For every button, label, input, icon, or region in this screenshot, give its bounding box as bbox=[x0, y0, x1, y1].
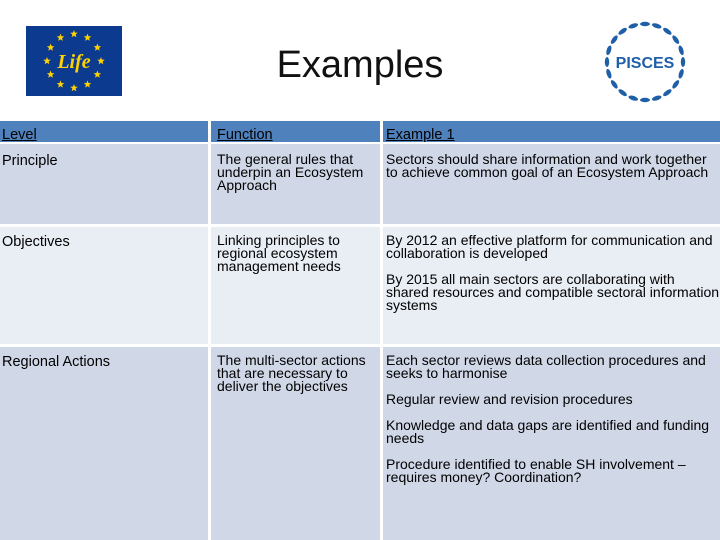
table-row bbox=[0, 144, 720, 224]
fish-icon bbox=[617, 88, 628, 97]
example-item: Knowledge and data gaps are identified and funding needs bbox=[386, 417, 710, 446]
fish-icon bbox=[662, 88, 673, 97]
pisces-logo-text: PISCES bbox=[615, 55, 675, 72]
example-item: By 2015 all main sectors are collaborating with shared resources and compatible sectoral information systems bbox=[386, 271, 720, 313]
level-cell: Regional Actions bbox=[2, 354, 111, 370]
table-row bbox=[0, 347, 720, 540]
page-title: Examples bbox=[276, 44, 444, 86]
level-cell: Objectives bbox=[2, 234, 70, 250]
fish-icon bbox=[617, 27, 628, 36]
example-cell bbox=[383, 347, 720, 540]
table-header-row bbox=[0, 121, 720, 142]
level-cell: Principle bbox=[2, 153, 58, 169]
fish-icon bbox=[640, 22, 650, 26]
life-logo-text: Life bbox=[57, 51, 91, 73]
function-cell: The multi-sector actions that are necessary to deliver the objectives bbox=[211, 347, 383, 540]
fish-icon bbox=[640, 98, 650, 102]
function-cell: Linking principles to regional ecosystem management needs bbox=[211, 227, 383, 344]
examples-table bbox=[0, 121, 720, 540]
table-row bbox=[0, 227, 720, 344]
example-item: Sectors should share information and work together to achieve common goal of an Ecosystem Approach bbox=[386, 151, 709, 180]
header-level: Level bbox=[0, 121, 211, 142]
header-function: Function bbox=[211, 121, 383, 142]
example-cell bbox=[383, 144, 720, 224]
example-item: Procedure identified to enable SH involvement – requires money? Coordination? bbox=[386, 456, 686, 485]
fish-icon bbox=[651, 22, 662, 29]
fish-icon bbox=[628, 22, 639, 29]
example-item: By 2012 an effective platform for communication and collaboration is developed bbox=[386, 232, 713, 261]
function-cell: The general rules that underpin an Ecosystem Approach bbox=[211, 144, 383, 224]
example-item: Each sector reviews data collection procedures and seeks to harmonise bbox=[386, 352, 706, 381]
header-example: Example 1 bbox=[386, 127, 455, 143]
example-item: Regular review and revision procedures bbox=[386, 391, 633, 407]
example-cell bbox=[383, 227, 720, 344]
fish-icon bbox=[628, 95, 639, 102]
fish-icon bbox=[662, 27, 673, 36]
fish-icon bbox=[651, 95, 662, 102]
